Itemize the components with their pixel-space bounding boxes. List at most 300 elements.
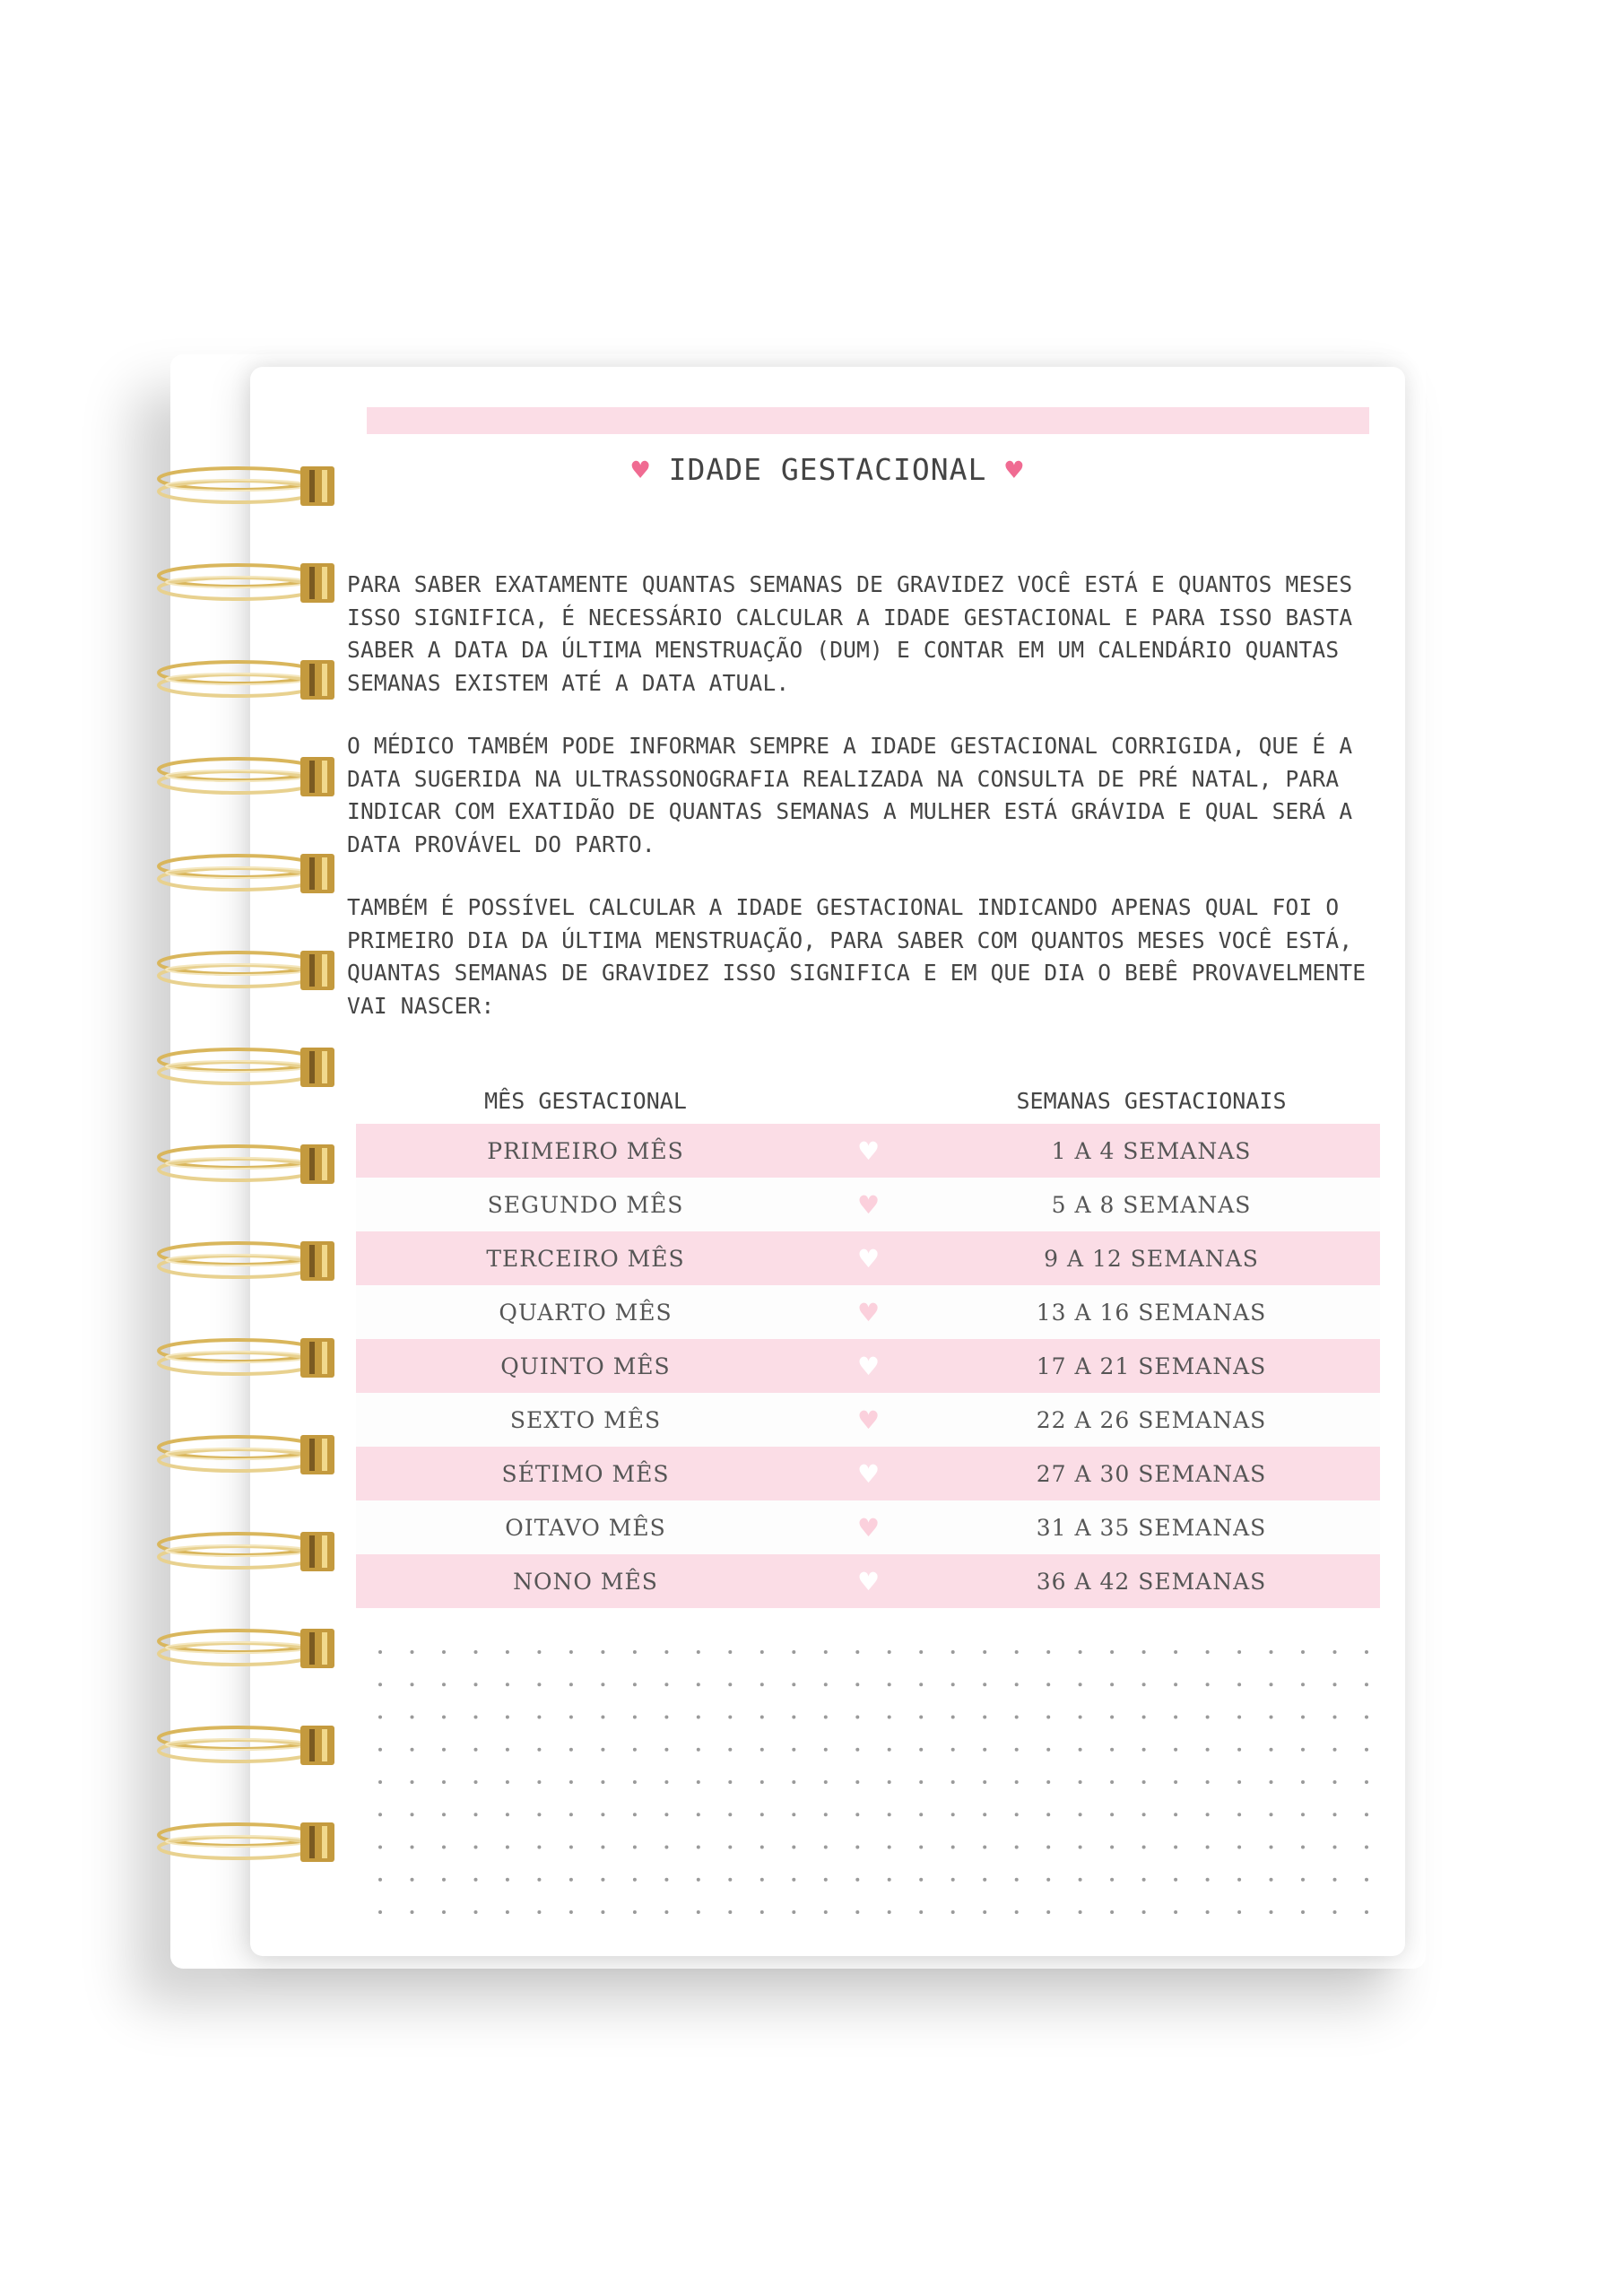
- grid-dot: [1110, 1813, 1114, 1816]
- grid-dot: [1142, 1813, 1146, 1816]
- grid-dot: [855, 1780, 859, 1784]
- spiral-ring-icon: [152, 653, 345, 709]
- grid-dot: [1046, 1683, 1050, 1686]
- grid-dot: [1110, 1748, 1114, 1752]
- grid-dot: [697, 1748, 700, 1752]
- grid-dot: [1301, 1716, 1305, 1719]
- grid-dot: [1270, 1748, 1273, 1752]
- grid-dot: [697, 1910, 700, 1914]
- grid-dot: [1237, 1813, 1241, 1816]
- grid-dot: [633, 1910, 637, 1914]
- grid-dot: [1301, 1813, 1305, 1816]
- grid-dot: [1174, 1683, 1177, 1686]
- grid-dot: [888, 1813, 891, 1816]
- grid-dot: [919, 1878, 923, 1882]
- grid-dot: [1174, 1716, 1177, 1719]
- grid-dot: [442, 1716, 446, 1719]
- grid-dot: [474, 1813, 478, 1816]
- grid-dot: [1174, 1846, 1177, 1849]
- grid-dot: [1015, 1878, 1019, 1882]
- grid-dot: [1365, 1910, 1368, 1914]
- grid-dot: [888, 1878, 891, 1882]
- grid-dot: [569, 1683, 573, 1686]
- grid-dot: [983, 1780, 986, 1784]
- grid-dot: [697, 1650, 700, 1654]
- grid-dot: [1174, 1910, 1177, 1914]
- paragraph-2: O MÉDICO TAMBÉM PODE INFORMAR SEMPRE A IDADE GESTACIONAL CORRIGIDA, QUE É A DATA SUGERIDA NA ULTRASSONOGRAFIA REALIZADA NA CONSULTA DE PRÉ NATAL, PARA INDICAR COM EXATIDÃO DE QUANTAS SEMANAS A MULHER ESTÁ GRÁVIDA E QUAL SERÁ A DATA PROVÁVEL DO PARTO.: [347, 733, 1353, 857]
- grid-dot: [1365, 1716, 1368, 1719]
- grid-dot: [1365, 1748, 1368, 1752]
- grid-dot: [760, 1846, 764, 1849]
- grid-dot: [601, 1878, 604, 1882]
- grid-dot: [1206, 1813, 1210, 1816]
- grid-dot: [1270, 1910, 1273, 1914]
- weeks-cell: 5 A 8 SEMANAS: [1051, 1191, 1252, 1218]
- month-cell: QUARTO MÊS: [499, 1299, 673, 1326]
- grid-dot: [506, 1748, 509, 1752]
- grid-dot: [506, 1716, 509, 1719]
- grid-dot: [633, 1780, 637, 1784]
- month-cell: SEXTO MÊS: [509, 1406, 662, 1433]
- grid-dot: [1079, 1716, 1082, 1719]
- grid-dot: [664, 1650, 668, 1654]
- grid-dot: [697, 1716, 700, 1719]
- grid-dot: [664, 1846, 668, 1849]
- grid-dot: [664, 1716, 668, 1719]
- month-cell: OITAVO MÊS: [505, 1514, 666, 1541]
- grid-dot: [1079, 1846, 1082, 1849]
- grid-dot: [1015, 1748, 1019, 1752]
- paragraph-3: TAMBÉM É POSSÍVEL CALCULAR A IDADE GESTACIONAL INDICANDO APENAS QUAL FOI O PRIMEIRO DIA DA ÚLTIMA MENSTRUAÇÃO, PARA SABER COM QUANTOS MESES VOCÊ ESTÁ, QUANTAS SEMANAS DE GRAVIDEZ ISSO SIGNIFICA E EM QUE DIA O BEBÊ PROVAVELMENTE VAI NASCER:: [347, 894, 1367, 1019]
- grid-dot: [601, 1910, 604, 1914]
- heart-icon: ♥: [856, 1351, 881, 1381]
- heart-icon: ♥: [1005, 453, 1024, 487]
- heart-icon: ♥: [856, 1135, 881, 1166]
- grid-dot: [1206, 1650, 1210, 1654]
- grid-dot: [1301, 1846, 1305, 1849]
- grid-dot: [760, 1813, 764, 1816]
- grid-dot: [919, 1748, 923, 1752]
- grid-dot: [411, 1878, 414, 1882]
- weeks-cell: 1 A 4 SEMANAS: [1051, 1137, 1252, 1164]
- grid-dot: [824, 1650, 828, 1654]
- grid-dot: [1174, 1748, 1177, 1752]
- grid-dot: [792, 1683, 795, 1686]
- grid-dot: [983, 1650, 986, 1654]
- spiral-ring-icon: [152, 847, 345, 902]
- grid-dot: [824, 1716, 828, 1719]
- grid-dot: [1270, 1716, 1273, 1719]
- grid-dot: [1110, 1846, 1114, 1849]
- grid-dot: [506, 1813, 509, 1816]
- grid-dot: [506, 1846, 509, 1849]
- grid-dot: [855, 1813, 859, 1816]
- grid-dot: [888, 1748, 891, 1752]
- grid-dot: [378, 1878, 382, 1882]
- grid-dot: [792, 1846, 795, 1849]
- grid-dot: [824, 1846, 828, 1849]
- grid-dot: [633, 1716, 637, 1719]
- grid-dot: [1301, 1683, 1305, 1686]
- grid-dot: [919, 1846, 923, 1849]
- grid-dot: [951, 1878, 955, 1882]
- grid-dot: [792, 1780, 795, 1784]
- grid-dot: [1079, 1910, 1082, 1914]
- table-row: [356, 1500, 1380, 1554]
- grid-dot: [601, 1683, 604, 1686]
- grid-dot: [633, 1846, 637, 1849]
- grid-dot: [474, 1716, 478, 1719]
- grid-dot: [411, 1813, 414, 1816]
- grid-dot: [919, 1813, 923, 1816]
- weeks-cell: 27 A 30 SEMANAS: [1036, 1460, 1267, 1487]
- weeks-cell: 36 A 42 SEMANAS: [1036, 1568, 1267, 1595]
- grid-dot: [1015, 1716, 1019, 1719]
- grid-dot: [792, 1650, 795, 1654]
- grid-dot: [697, 1878, 700, 1882]
- heart-icon: ♥: [856, 1189, 881, 1220]
- grid-dot: [1333, 1780, 1337, 1784]
- grid-dot: [1015, 1813, 1019, 1816]
- grid-dot: [1079, 1650, 1082, 1654]
- spiral-ring-icon: [152, 459, 345, 515]
- grid-dot: [760, 1650, 764, 1654]
- grid-dot: [983, 1683, 986, 1686]
- grid-dot: [1046, 1846, 1050, 1849]
- grid-dot: [474, 1650, 478, 1654]
- grid-dot: [824, 1813, 828, 1816]
- grid-dot: [1110, 1910, 1114, 1914]
- grid-dot: [1110, 1683, 1114, 1686]
- grid-dot: [888, 1683, 891, 1686]
- grid-dot: [919, 1650, 923, 1654]
- spiral-ring-icon: [152, 1331, 345, 1387]
- grid-dot: [1046, 1878, 1050, 1882]
- grid-dot: [1270, 1878, 1273, 1882]
- grid-dot: [824, 1748, 828, 1752]
- grid-dot: [1237, 1846, 1241, 1849]
- grid-dot: [1174, 1650, 1177, 1654]
- grid-dot: [1079, 1878, 1082, 1882]
- grid-dot: [983, 1910, 986, 1914]
- grid-dot: [664, 1683, 668, 1686]
- grid-dot: [855, 1650, 859, 1654]
- weeks-cell: 9 A 12 SEMANAS: [1044, 1245, 1259, 1272]
- heart-icon: ♥: [856, 1243, 881, 1274]
- grid-dot: [569, 1813, 573, 1816]
- grid-dot: [824, 1683, 828, 1686]
- grid-dot: [664, 1748, 668, 1752]
- grid-dot: [442, 1846, 446, 1849]
- grid-dot: [633, 1748, 637, 1752]
- grid-dot: [1301, 1780, 1305, 1784]
- grid-dot: [760, 1683, 764, 1686]
- grid-dot: [760, 1780, 764, 1784]
- grid-dot: [411, 1716, 414, 1719]
- grid-dot: [378, 1650, 382, 1654]
- grid-dot: [792, 1748, 795, 1752]
- grid-dot: [983, 1878, 986, 1882]
- grid-dot: [855, 1846, 859, 1849]
- grid-dot: [951, 1748, 955, 1752]
- spiral-ring-icon: [152, 944, 345, 999]
- spiral-ring-icon: [152, 1428, 345, 1483]
- table-row: [356, 1554, 1380, 1608]
- grid-dot: [1333, 1748, 1337, 1752]
- grid-dot: [442, 1813, 446, 1816]
- grid-dot: [601, 1716, 604, 1719]
- grid-dot: [728, 1650, 732, 1654]
- weeks-cell: 17 A 21 SEMANAS: [1036, 1352, 1267, 1379]
- grid-dot: [1046, 1813, 1050, 1816]
- spiral-ring-icon: [152, 1040, 345, 1096]
- grid-dot: [792, 1878, 795, 1882]
- grid-dot: [1046, 1716, 1050, 1719]
- grid-dot: [888, 1780, 891, 1784]
- grid-dot: [1142, 1716, 1146, 1719]
- grid-dot: [569, 1846, 573, 1849]
- grid-dot: [1110, 1716, 1114, 1719]
- grid-dot: [411, 1650, 414, 1654]
- grid-dot: [1237, 1878, 1241, 1882]
- grid-dot: [1015, 1780, 1019, 1784]
- grid-dot: [1333, 1910, 1337, 1914]
- grid-dot: [792, 1813, 795, 1816]
- grid-dot: [569, 1780, 573, 1784]
- grid-dot: [378, 1780, 382, 1784]
- grid-dot: [951, 1780, 955, 1784]
- grid-dot: [1079, 1780, 1082, 1784]
- grid-dot: [1365, 1813, 1368, 1816]
- grid-dot: [951, 1813, 955, 1816]
- grid-dot: [601, 1780, 604, 1784]
- header-month: MÊS GESTACIONAL: [484, 1087, 687, 1114]
- weeks-cell: 13 A 16 SEMANAS: [1036, 1299, 1267, 1326]
- grid-dot: [537, 1780, 541, 1784]
- grid-dot: [378, 1813, 382, 1816]
- grid-dot: [1015, 1650, 1019, 1654]
- grid-dot: [1142, 1910, 1146, 1914]
- header-weeks: SEMANAS GESTACIONAIS: [1016, 1087, 1287, 1114]
- grid-dot: [474, 1878, 478, 1882]
- grid-dot: [1174, 1813, 1177, 1816]
- grid-dot: [601, 1650, 604, 1654]
- spiral-ring-icon: [152, 1815, 345, 1871]
- intro-text: [347, 569, 1401, 1053]
- heart-icon: ♥: [631, 453, 650, 487]
- table-row: [356, 1447, 1380, 1500]
- grid-dot: [1142, 1846, 1146, 1849]
- grid-dot: [633, 1683, 637, 1686]
- grid-dot: [1110, 1650, 1114, 1654]
- grid-dot: [888, 1650, 891, 1654]
- grid-dot: [951, 1683, 955, 1686]
- grid-dot: [664, 1813, 668, 1816]
- grid-dot: [728, 1716, 732, 1719]
- grid-dot: [888, 1716, 891, 1719]
- grid-dot: [1142, 1748, 1146, 1752]
- grid-dot: [1333, 1716, 1337, 1719]
- grid-dot: [1270, 1846, 1273, 1849]
- grid-dot: [760, 1910, 764, 1914]
- heart-icon: ♥: [856, 1405, 881, 1435]
- spiral-ring-icon: [152, 1622, 345, 1677]
- grid-dot: [951, 1716, 955, 1719]
- grid-dot: [855, 1748, 859, 1752]
- grid-dot: [1142, 1780, 1146, 1784]
- grid-dot: [697, 1846, 700, 1849]
- grid-dot: [1270, 1780, 1273, 1784]
- grid-dot: [442, 1650, 446, 1654]
- grid-dot: [506, 1878, 509, 1882]
- grid-dot: [919, 1716, 923, 1719]
- month-cell: QUINTO MÊS: [500, 1352, 671, 1379]
- grid-dot: [537, 1846, 541, 1849]
- grid-dot: [1333, 1650, 1337, 1654]
- grid-dot: [728, 1813, 732, 1816]
- grid-dot: [442, 1910, 446, 1914]
- grid-dot: [1079, 1683, 1082, 1686]
- grid-dot: [1270, 1813, 1273, 1816]
- table-row: [356, 1231, 1380, 1285]
- grid-dot: [1365, 1650, 1368, 1654]
- grid-dot: [1365, 1878, 1368, 1882]
- grid-dot: [633, 1813, 637, 1816]
- table-row: [356, 1285, 1380, 1339]
- grid-dot: [411, 1748, 414, 1752]
- grid-dot: [411, 1910, 414, 1914]
- grid-dot: [569, 1878, 573, 1882]
- grid-dot: [537, 1650, 541, 1654]
- table-row: [356, 1339, 1380, 1393]
- grid-dot: [474, 1910, 478, 1914]
- grid-dot: [1333, 1813, 1337, 1816]
- spiral-ring-icon: [152, 1525, 345, 1580]
- grid-dot: [951, 1650, 955, 1654]
- grid-dot: [792, 1716, 795, 1719]
- grid-dot: [442, 1683, 446, 1686]
- grid-dot: [824, 1910, 828, 1914]
- grid-dot: [951, 1846, 955, 1849]
- grid-dot: [378, 1716, 382, 1719]
- grid-dot: [474, 1780, 478, 1784]
- heart-icon: ♥: [856, 1512, 881, 1543]
- table-row: [356, 1393, 1380, 1447]
- dot-grid: [376, 1648, 1371, 1917]
- grid-dot: [1142, 1878, 1146, 1882]
- grid-dot: [1015, 1683, 1019, 1686]
- grid-dot: [919, 1683, 923, 1686]
- grid-dot: [951, 1910, 955, 1914]
- grid-dot: [983, 1716, 986, 1719]
- grid-dot: [855, 1878, 859, 1882]
- grid-dot: [1301, 1910, 1305, 1914]
- table-row: [356, 1124, 1380, 1178]
- grid-dot: [1079, 1813, 1082, 1816]
- month-cell: TERCEIRO MÊS: [486, 1245, 685, 1272]
- table-header: [356, 1077, 1380, 1124]
- spiral-ring-icon: [152, 1234, 345, 1290]
- grid-dot: [983, 1813, 986, 1816]
- grid-dot: [1015, 1846, 1019, 1849]
- grid-dot: [601, 1846, 604, 1849]
- grid-dot: [919, 1910, 923, 1914]
- grid-dot: [537, 1910, 541, 1914]
- grid-dot: [1046, 1910, 1050, 1914]
- heart-icon: ♥: [856, 1566, 881, 1596]
- grid-dot: [697, 1683, 700, 1686]
- grid-dot: [537, 1878, 541, 1882]
- grid-dot: [1365, 1780, 1368, 1784]
- grid-dot: [442, 1878, 446, 1882]
- grid-dot: [728, 1683, 732, 1686]
- grid-dot: [1301, 1650, 1305, 1654]
- grid-dot: [537, 1716, 541, 1719]
- grid-dot: [633, 1878, 637, 1882]
- grid-dot: [411, 1780, 414, 1784]
- grid-dot: [1237, 1910, 1241, 1914]
- grid-dot: [506, 1683, 509, 1686]
- grid-dot: [664, 1780, 668, 1784]
- grid-dot: [474, 1846, 478, 1849]
- grid-dot: [1206, 1716, 1210, 1719]
- grid-dot: [1365, 1846, 1368, 1849]
- grid-dot: [1237, 1650, 1241, 1654]
- grid-dot: [474, 1748, 478, 1752]
- grid-dot: [474, 1683, 478, 1686]
- grid-dot: [792, 1910, 795, 1914]
- grid-dot: [760, 1748, 764, 1752]
- grid-dot: [569, 1910, 573, 1914]
- grid-dot: [442, 1748, 446, 1752]
- grid-dot: [697, 1780, 700, 1784]
- grid-dot: [728, 1748, 732, 1752]
- table-row: [356, 1178, 1380, 1231]
- top-pink-stripe: [367, 407, 1369, 434]
- grid-dot: [442, 1780, 446, 1784]
- grid-dot: [1046, 1650, 1050, 1654]
- page-title: [250, 452, 1405, 487]
- grid-dot: [1110, 1780, 1114, 1784]
- grid-dot: [1365, 1683, 1368, 1686]
- grid-dot: [1270, 1683, 1273, 1686]
- notebook-page: [250, 367, 1405, 1956]
- grid-dot: [411, 1683, 414, 1686]
- grid-dot: [569, 1748, 573, 1752]
- grid-dot: [1174, 1780, 1177, 1784]
- grid-dot: [1237, 1683, 1241, 1686]
- month-cell: PRIMEIRO MÊS: [487, 1137, 684, 1164]
- grid-dot: [1046, 1780, 1050, 1784]
- grid-dot: [601, 1748, 604, 1752]
- grid-dot: [697, 1813, 700, 1816]
- spiral-ring-icon: [152, 556, 345, 612]
- grid-dot: [664, 1910, 668, 1914]
- grid-dot: [378, 1683, 382, 1686]
- grid-dot: [537, 1748, 541, 1752]
- grid-dot: [1301, 1878, 1305, 1882]
- grid-dot: [664, 1878, 668, 1882]
- grid-dot: [378, 1748, 382, 1752]
- grid-dot: [1174, 1878, 1177, 1882]
- grid-dot: [1110, 1878, 1114, 1882]
- spiral-ring-icon: [152, 750, 345, 805]
- month-cell: SÉTIMO MÊS: [501, 1460, 670, 1487]
- grid-dot: [1206, 1780, 1210, 1784]
- paragraph-1: PARA SABER EXATAMENTE QUANTAS SEMANAS DE GRAVIDEZ VOCÊ ESTÁ E QUANTOS MESES ISSO SIGNIFICA, É NECESSÁRIO CALCULAR A IDADE GESTACIONAL E PARA ISSO BASTA SABER A DATA DA ÚLTIMA MENSTRUAÇÃO (DUM) E CONTAR EM UM CALENDÁRIO QUANTAS SEMANAS EXISTEM ATÉ A DATA ATUAL.: [347, 571, 1353, 696]
- grid-dot: [824, 1878, 828, 1882]
- grid-dot: [728, 1878, 732, 1882]
